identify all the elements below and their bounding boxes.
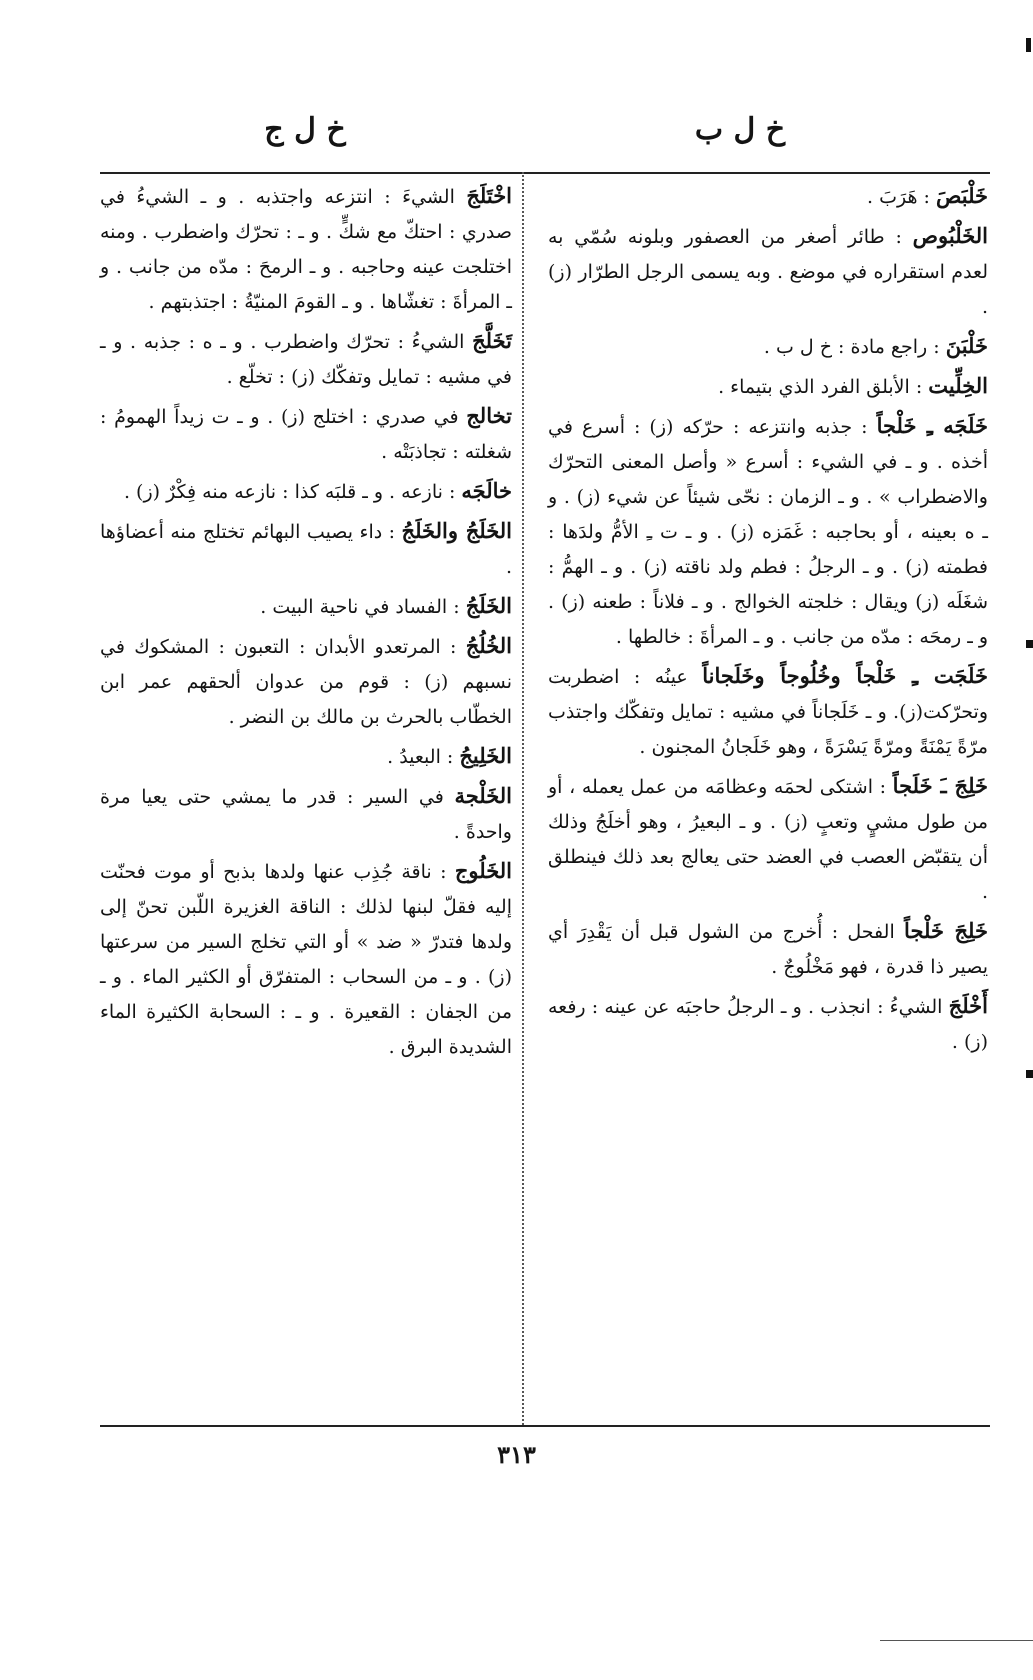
left-column [100,178,512,1068]
dictionary-entry [100,473,512,510]
dictionary-entry [548,408,988,655]
entry-definition: : طائر أصغر من العصفور وبلونه سُمّي به لعدم استقراره في موضع . وبه يسمى الرجل الطرّار (ز) . [548,226,988,318]
dictionary-entry [100,853,512,1065]
entry-headword: الخِلِّيت [928,373,988,398]
entry-headword: أَخْلَجَ [948,993,988,1018]
entry-headword: خَلِجَ خَلْجاً [904,918,988,943]
dictionary-entry [100,778,512,850]
entry-definition: : الأبلق الفرد الذي بتيماء . [718,376,923,398]
dictionary-entry [100,588,512,625]
dictionary-entry [548,988,988,1060]
edge-mark [1026,1070,1033,1078]
dictionary-entry [100,178,512,320]
right-column [548,178,988,1063]
edge-mark [1026,640,1033,648]
entry-definition: في صدري : اختلج (ز) . و ـ ت زيداً الهمومُ : شغلته : تجاذبَتْه . [100,406,512,463]
dictionary-entry [100,738,512,775]
edge-mark [1026,38,1031,52]
entry-headword: تَخَلَّجَ [472,328,512,353]
entry-headword: الخَلَجُ والخَلَجُ [401,518,512,543]
dictionary-entry [100,398,512,470]
entry-definition: الفحل : أُخرج من الشول قبل أن يَقْدِرَ أي يصير ذا قدرة ، فهو مَخْلُوجٌ . [548,921,988,978]
entry-definition: في السير : قدر ما يمشي حتى يعيا مرة واحدةً . [100,786,512,843]
entry-headword: خَلَجَه ـِ خَلْجاً [876,413,988,438]
entry-definition: : اشتكى لحمَه وعظامَه من عمل يعمله ، أو من طول مشيٍ وتعبٍ (ز) . و ـ البعيرُ ، وهو أخلَجُ وذلك أن يتقبّض العصب في العضد حتى يعالج بعد ذلك فينطلق . [548,776,988,903]
top-rule [100,172,990,174]
entry-definition: الشيءُ : تحرّك واضطرب . و ـ ه : جذبه . و ـ في مشيه : تمايل وتفكّك (ز) : تخلّع . [100,331,512,388]
entry-headword: الخَلَجُ [465,593,512,618]
entry-headword: تخالج [466,403,512,428]
entry-headword: خَلْبَصَ [936,183,988,208]
dictionary-entry [100,628,512,735]
right-column-header: خ ل ب [694,112,786,147]
dictionary-entry [548,768,988,910]
entry-headword: الخَلِيجُ [459,743,512,768]
dictionary-entry [548,178,988,215]
entry-headword: خالَجَه [461,478,512,503]
entry-definition: : راجع مادة : خ ل ب . [763,336,940,358]
entry-definition: : المرتعدو الأبدان : التعبون : المشكوك في نسبهم (ز) : قوم من عدوان ألحقهم عمر ابن الخطّاب بالحرث بن مالك بن النضر . [100,636,512,728]
page-number: ٣١٣ [497,1440,536,1469]
dictionary-entry [548,218,988,325]
entry-definition: عينُه : اضطربت وتحرّكت(ز). و ـ خَلَجاناً في مشيه : تمايل وتفكّك واجتذب مرّةً يَمْنَةً ومرّةً يَسْرَةً ، وهو خَلَجانُ المجنون . [548,666,988,758]
bottom-rule [100,1425,990,1427]
entry-headword: خَلِجَ ـَ خَلَجاً [892,773,989,798]
entry-definition: : ناقة جُذِب عنها ولدها بذبح أو موت فحنّت إليه فقلّ لبنها لذلك : الناقة الغزيرة اللّبن تحنّ إلى ولدها فتدرّ « ضد » أو التي تخلج السير من سرعتها (ز) . و ـ من السحاب : المتفرّق أو الكثير الماء . و ـ من الجفان : القعيرة . و ـ : السحابة الكثيرة الماء الشديدة البرق . [100,861,512,1058]
dictionary-entry [100,323,512,395]
left-column-header: خ ل ج [264,112,346,147]
entry-headword: خَلْبَنَ [945,333,988,358]
entry-definition: الشيءَ : انتزعه واجتذبه . و ـ الشيءُ في صدري : احتكّ مع شكٍّ . و ـ : تحرّك واضطرب . ومنه اختلجت عينه وحاجبه . و ـ الرمحَ : مدّه من جانب . و ـ المرأةَ : تغشّاها . و ـ القومَ المنيّةُ : اجتذبتهم . [100,186,512,313]
entry-definition: : البعيدُ . [387,746,454,768]
entry-definition: : هَرَبَ . [867,186,930,208]
entry-definition: : داء يصيب البهائم تختلج منه أعضاؤها . [100,521,512,578]
entry-headword: الخُلُجُ [465,633,512,658]
entry-headword: الخَلْجة [454,783,512,808]
dictionary-entry [100,513,512,585]
entry-definition: : جذبه وانتزعه : حرّكه (ز) : أسرع في أخذه . و ـ في الشيء : أسرع « وأصل المعنى التحرّك والاضطراب » . و ـ الزمان : نحّى شيئاً عن شيء (ز) . و ـ ه بعينه ، أو بحاجبه : غَمَزه (ز) . و ـ ت ـِ الأمُّ ولدَها : فطمته (ز) . و ـ الرجلُ : فطم ولد ناقته (ز) . و ـ الهمُّ : شغَلَه (ز) ويقال : خلجته الخوالج . و ـ فلاناً : طعنه (ز) . و ـ رمحَه : مدّه من جانب . و ـ المرأةَ : خالطها . [548,416,988,648]
entry-headword: خَلَجَت ـِ خَلْجاً وخُلُوجاً وخَلَجاناً [702,663,988,688]
entry-definition: الشيءُ : انجذب . و ـ الرجلُ حاجبَه عن عينه : رفعه (ز) . [548,996,988,1053]
dictionary-entry [548,368,988,405]
scan-edge-line [880,1640,1033,1641]
entry-definition: : الفساد في ناحية البيت . [260,596,460,618]
dictionary-entry [548,913,988,985]
entry-headword: الخَلْبُوص [912,223,988,248]
entry-definition: : نازعه . و ـ قلبَه كذا : نازعه منه فِكْرٌ (ز) . [123,481,456,503]
column-divider [522,172,524,1425]
entry-headword: اخْتَلَجَ [466,183,513,208]
dictionary-entry [548,328,988,365]
dictionary-entry [548,658,988,765]
entry-headword: الخَلُوج [454,858,512,883]
